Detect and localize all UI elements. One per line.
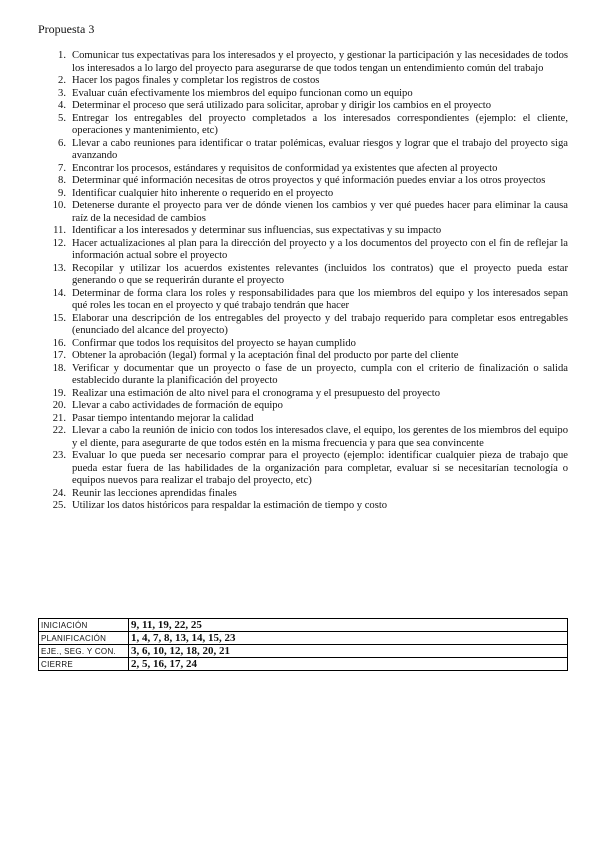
list-item — [38, 100, 568, 113]
phase-label: EJE., SEG. Y CON. — [39, 645, 129, 658]
item-text: Reunir las lecciones aprendidas finales — [72, 487, 237, 499]
item-text: Detenerse durante el proyecto para ver de dónde vienen los cambios y ver qué puedes hacer para eliminar la causa raíz de la necesidad de cambios — [72, 200, 568, 224]
table-row — [39, 632, 568, 645]
item-number: 22. — [52, 425, 66, 436]
item-number: 18. — [52, 362, 66, 374]
list-item — [38, 238, 568, 263]
item-number: 13. — [52, 262, 66, 274]
list-item — [38, 188, 568, 201]
phase-numbers: 3, 6, 10, 12, 18, 20, 21 — [129, 645, 568, 658]
item-text: Comunicar tus expectativas para los interesados y el proyecto, y gestionar la participación y las necesidades de todos los interesados a lo largo del proyecto para asegurarse de que todos tengan un entendimiento común del trabajo — [72, 50, 568, 74]
item-text: Verificar y documentar que un proyecto o fase de un proyecto, cumpla con el criterio de finalización o salida establecido durante la planificación del proyecto — [72, 362, 568, 386]
item-text: Hacer los pagos finales y completar los registros de costos — [72, 75, 320, 86]
item-number: 11. — [53, 225, 66, 236]
list-item — [38, 263, 568, 288]
item-number: 9. — [58, 187, 66, 199]
list-item — [38, 425, 568, 450]
item-text: Llevar a cabo la reunión de inicio con todos los interesados clave, el equipo, los gerentes de los miembros del equipo y el diente, para asegurarte de que todos estén en la misma frecuencia y para que sea convincente — [72, 425, 568, 449]
item-text: Llevar a cabo actividades de formación de equipo — [72, 400, 283, 411]
table-row — [39, 658, 568, 671]
item-number: 25. — [52, 500, 66, 511]
item-text: Elaborar una descripción de los entregables del proyecto y del trabajo requerido para completar esos entregables (enunciado del alcance del proyecto) — [72, 312, 568, 336]
phase-numbers: 2, 5, 16, 17, 24 — [129, 658, 568, 671]
item-number: 24. — [52, 487, 66, 499]
item-text: Evaluar cuán efectivamente los miembros del equipo funcionan como un equipo — [72, 87, 413, 99]
item-number: 17. — [52, 350, 66, 361]
list-item — [38, 388, 568, 401]
list-item — [38, 88, 568, 101]
item-text: Encontrar los procesos, estándares y requisitos de conformidad ya existentes que afecten al proyecto — [72, 162, 498, 174]
list-item — [38, 488, 568, 501]
list-item — [38, 313, 568, 338]
item-text: Recopilar y utilizar los acuerdos existentes relevantes (incluidos los contratos) que el proyecto pueda estar generando o que se requerirán durante el proyecto — [72, 262, 568, 286]
document-title: Propuesta 3 — [38, 22, 95, 36]
phase-label: PLANIFICACIÓN — [39, 632, 129, 645]
item-number: 21. — [52, 412, 66, 424]
item-number: 1. — [58, 50, 66, 61]
phase-numbers: 9, 11, 19, 22, 25 — [129, 619, 568, 632]
item-number: 8. — [58, 175, 66, 186]
item-text: Determinar el proceso que será utilizado para solicitar, aprobar y dirigir los cambios en el proyecto — [72, 100, 492, 111]
item-number: 2. — [58, 75, 66, 86]
item-number: 3. — [58, 87, 66, 99]
item-number: 19. — [52, 387, 66, 399]
list-item — [38, 350, 568, 363]
item-text: Entregar los entregables del proyecto completados a los interesados correspondientes (ejemplo: el cliente, operaciones y mantenimiento, etc) — [72, 112, 568, 136]
table-row — [39, 619, 568, 632]
item-text: Utilizar los datos históricos para respaldar la estimación de tiempo y costo — [72, 500, 388, 511]
item-number: 6. — [58, 137, 66, 149]
table-row — [39, 645, 568, 658]
list-item — [38, 363, 568, 388]
list-item — [38, 138, 568, 163]
item-number: 14. — [52, 287, 66, 299]
phase-label: CIERRE — [39, 658, 129, 671]
list-item — [38, 450, 568, 488]
list-item — [38, 400, 568, 413]
list-item — [38, 163, 568, 176]
list-item — [38, 288, 568, 313]
item-number: 16. — [52, 337, 66, 349]
item-number: 15. — [52, 312, 66, 324]
list-item — [38, 500, 568, 513]
list-item — [38, 50, 568, 75]
item-text: Identificar a los interesados y determinar sus influencias, sus expectativas y su impacto — [72, 225, 442, 236]
item-number: 20. — [52, 400, 66, 411]
item-text: Realizar una estimación de alto nivel para el cronograma y el presupuesto del proyecto — [72, 387, 440, 399]
list-item — [38, 75, 568, 88]
item-text: Pasar tiempo intentando mejorar la calidad — [72, 412, 254, 424]
item-number: 5. — [58, 112, 66, 124]
phase-numbers: 1, 4, 7, 8, 13, 14, 15, 23 — [129, 632, 568, 645]
list-item — [38, 200, 568, 225]
item-number: 10. — [52, 200, 66, 211]
item-text: Evaluar lo que pueda ser necesario comprar para el proyecto (ejemplo: identificar cualquier pieza de trabajo que pueda estar fuera de las habilidades de la organización para completar, evaluar si se necesitarían tecnología o equipos nuevos para realizar el trabajo del proyecto, etc) — [72, 450, 568, 486]
item-number: 12. — [52, 237, 66, 249]
list-item — [38, 338, 568, 351]
item-number: 23. — [52, 450, 66, 461]
list-item — [38, 113, 568, 138]
item-text: Confirmar que todos los requisitos del proyecto se hayan cumplido — [72, 337, 356, 349]
list-item — [38, 175, 568, 188]
list-item — [38, 225, 568, 238]
item-text: Hacer actualizaciones al plan para la dirección del proyecto y a los documentos del proyecto con el fin de reflejar la información actual sobre el proyecto — [72, 237, 568, 261]
item-text: Determinar qué información necesitas de otros proyectos y qué información puedes enviar a los otros proyectos — [72, 175, 546, 186]
list-item — [38, 413, 568, 426]
phase-table — [38, 618, 568, 671]
item-text: Identificar cualquier hito inherente o requerido en el proyecto — [72, 187, 334, 199]
task-list — [38, 50, 568, 513]
item-number: 7. — [58, 162, 66, 174]
phase-label: INICIACIÓN — [39, 619, 129, 632]
item-text: Obtener la aprobación (legal) formal y la aceptación final del producto por parte del cliente — [72, 350, 459, 361]
item-number: 4. — [58, 100, 66, 111]
item-text: Determinar de forma clara los roles y responsabilidades para que los miembros del equipo y los interesados sepan qué roles les tocan en el proyecto y qué trabajo tendrán que hacer — [72, 287, 568, 311]
item-text: Llevar a cabo reuniones para identificar o tratar polémicas, evaluar riesgos y lograr que el trabajo del proyecto siga avanzando — [72, 137, 568, 161]
